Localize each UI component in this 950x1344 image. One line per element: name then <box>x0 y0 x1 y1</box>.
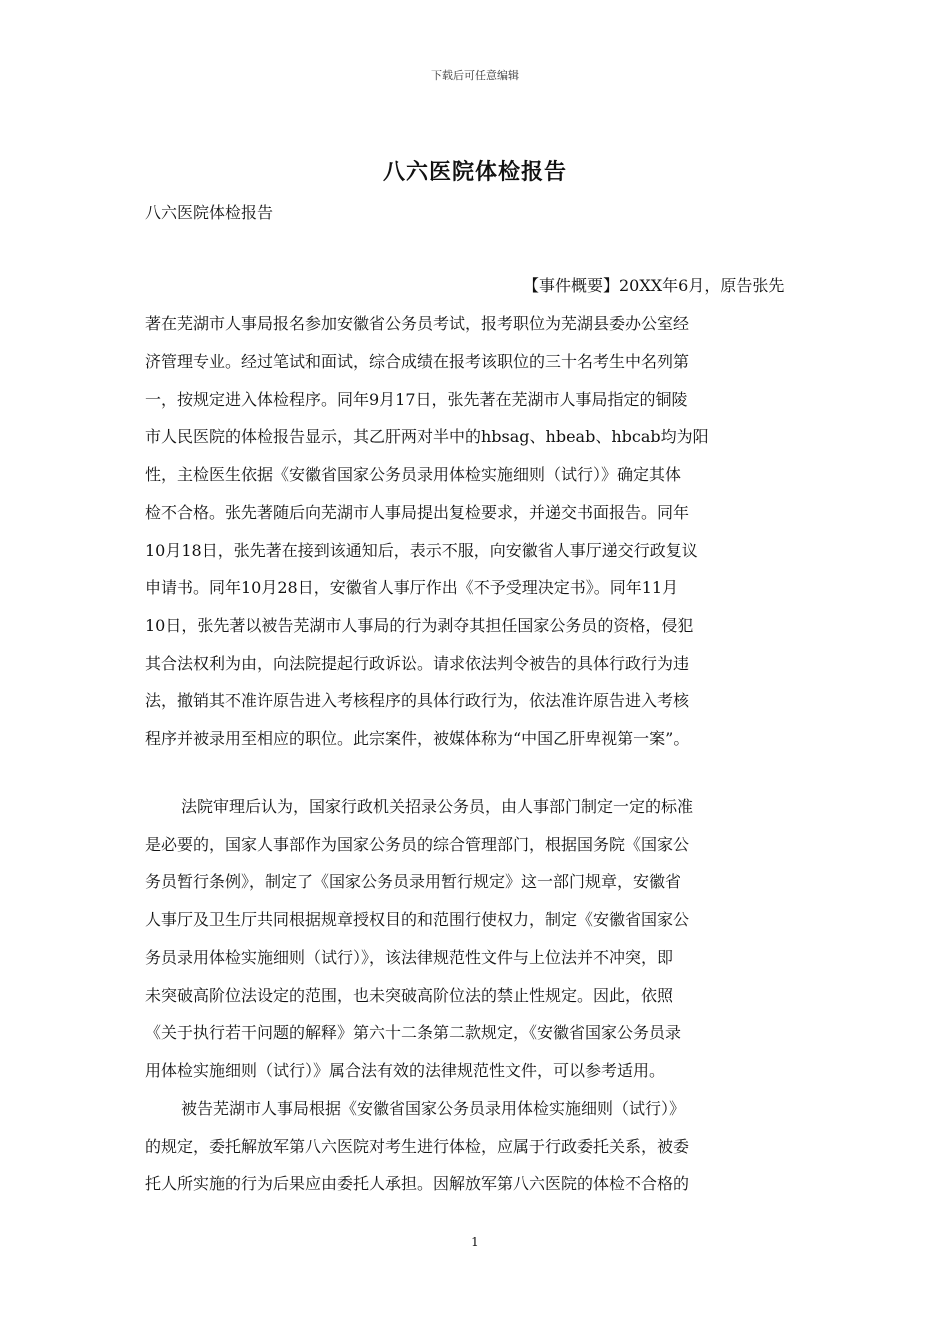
paragraph-line: 法，撤销其不准许原告进入考核程序的具体行政行为，依法准许原告进入考核 <box>145 691 690 710</box>
paragraph-line: 法院审理后认为，国家行政机关招录公务员，由人事部门制定一定的标准 <box>181 797 694 816</box>
paragraph-line: 程序并被录用至相应的职位。此宗案件，被媒体称为“中国乙肝卑视第一案”。 <box>145 729 690 748</box>
paragraph-line: 《关于执行若干问题的解释》第六十二条第二款规定，《安徽省国家公务员录 <box>145 1023 682 1042</box>
paragraph-line: 被告芜湖市人事局根据《安徽省国家公务员录用体检实施细则（试行）》 <box>181 1099 686 1118</box>
paragraph-line: 其合法权利为由，向法院提起行政诉讼。请求依法判令被告的具体行政行为违 <box>145 654 690 673</box>
paragraph-line: 检不合格。张先著随后向芜湖市人事局提出复检要求，并递交书面报告。同年 <box>145 503 690 522</box>
paragraph-line: 的规定，委托解放军第八六医院对考生进行体检，应属于行政委托关系，被委 <box>145 1137 690 1156</box>
paragraph-line: 人事厅及卫生厅共同根据规章授权目的和范围行使权力，制定《安徽省国家公 <box>145 910 690 929</box>
paragraph-line: 性，主检医生依据《安徽省国家公务员录用体检实施细则（试行）》确定其体 <box>145 465 682 484</box>
paragraph-line: 【事件概要】20XX年6月，原告张先 <box>523 276 785 295</box>
paragraph-line: 务员暂行条例》，制定了《国家公务员录用暂行规定》这一部门规章，安徽省 <box>145 872 682 891</box>
paragraph-line: 一，按规定进入体检程序。同年9月17日，张先著在芜湖市人事局指定的铜陵 <box>145 390 688 409</box>
paragraph-line: 济管理专业。经过笔试和面试，综合成绩在报考该职位的三十名考生中名列第 <box>145 352 690 371</box>
paragraph-line: 是必要的，国家人事部作为国家公务员的综合管理部门，根据国务院《国家公 <box>145 835 690 854</box>
paragraph-line: 10日，张先著以被告芜湖市人事局的行为剥夺其担任国家公务员的资格，侵犯 <box>145 616 694 635</box>
paragraph-line: 著在芜湖市人事局报名参加安徽省公务员考试，报考职位为芜湖县委办公室经 <box>145 314 690 333</box>
page-number: 1 <box>471 1235 479 1249</box>
paragraph-line: 托人所实施的行为后果应由委托人承担。因解放军第八六医院的体检不合格的 <box>145 1174 690 1193</box>
document-subtitle: 八六医院体检报告 <box>145 203 274 222</box>
paragraph-line: 10月18日，张先著在接到该通知后，表示不服，向安徽省人事厅递交行政复议 <box>145 541 698 560</box>
document-title: 八六医院体检报告 <box>382 159 567 185</box>
paragraph-line: 未突破高阶位法设定的范围，也未突破高阶位法的禁止性规定。因此，依照 <box>145 986 674 1005</box>
paragraph-line: 务员录用体检实施细则（试行）》，该法律规范性文件与上位法并不冲突，即 <box>145 948 674 967</box>
header-note: 下载后可任意编辑 <box>431 69 519 82</box>
paragraph-line: 申请书。同年10月28日，安徽省人事厅作出《不予受理决定书》。同年11月 <box>145 578 679 597</box>
paragraph-line: 用体检实施细则（试行）》属合法有效的法律规范性文件，可以参考适用。 <box>145 1061 666 1080</box>
paragraph-line: 市人民医院的体检报告显示，其乙肝两对半中的hbsag、hbeab、hbcab均为阳 <box>145 427 709 446</box>
